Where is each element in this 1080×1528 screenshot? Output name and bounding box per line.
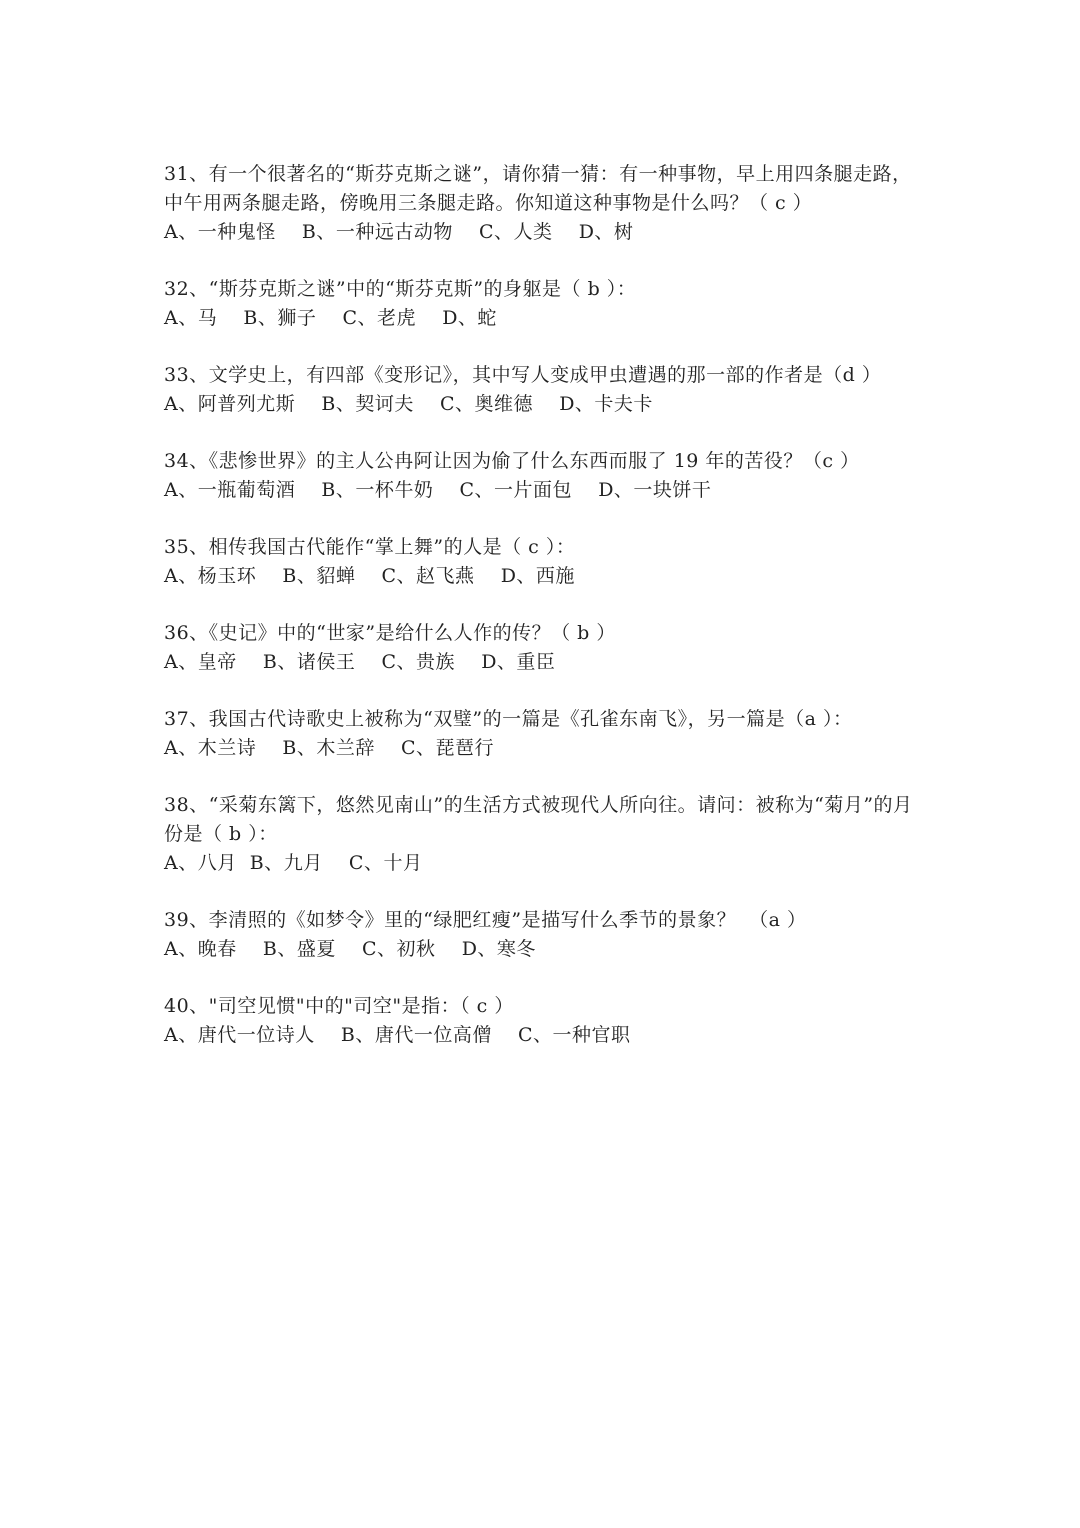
question-list	[164, 160, 924, 1078]
question-options: A、杨玉环 B、貂蝉 C、赵飞燕 D、西施	[164, 565, 575, 587]
question-39	[164, 906, 924, 964]
question-stem: 38、“采菊东篱下，悠然见南山”的生活方式被现代人所向往。请问：被称为“菊月”的月份是（ b ）：	[164, 794, 913, 845]
question-stem: 37、我国古代诗歌史上被称为“双璧”的一篇是《孔雀东南飞》，另一篇是（a ）：	[164, 708, 853, 730]
question-31	[164, 160, 924, 247]
question-33	[164, 361, 924, 419]
question-40	[164, 992, 924, 1050]
question-stem: 32、“斯芬克斯之谜”中的“斯芬克斯”的身躯是（ b ）：	[164, 278, 637, 300]
question-stem: 34、《悲惨世界》的主人公冉阿让因为偷了什么东西而服了 19 年的苦役？（c ）	[164, 450, 860, 472]
question-stem: 40、"司空见惯"中的"司空"是指：（ c ）	[164, 995, 514, 1017]
question-37	[164, 705, 924, 763]
question-stem: 36、《史记》中的“世家”是给什么人作的传？（ b ）	[164, 622, 616, 644]
question-32	[164, 275, 924, 333]
question-options: A、阿普列尤斯 B、契诃夫 C、奥维德 D、卡夫卡	[164, 393, 653, 415]
question-stem: 31、有一个很著名的“斯芬克斯之谜”，请你猜一猜：有一种事物，早上用四条腿走路，中午用两条腿走路，傍晚用三条腿走路。你知道这种事物是什么吗？（ c ）	[164, 163, 912, 214]
question-options: A、一种鬼怪 B、一种远古动物 C、人类 D、树	[164, 221, 634, 243]
question-options: A、八月 B、九月 C、十月	[164, 852, 423, 874]
question-stem: 39、李清照的《如梦令》里的“绿肥红瘦”是描写什么季节的景象？ （a ）	[164, 909, 807, 931]
question-36	[164, 619, 924, 677]
question-options: A、晚春 B、盛夏 C、初秋 D、寒冬	[164, 938, 536, 960]
question-options: A、皇帝 B、诸侯王 C、贵族 D、重臣	[164, 651, 556, 673]
question-34	[164, 447, 924, 505]
question-stem: 35、相传我国古代能作“掌上舞”的人是（ c ）：	[164, 536, 576, 558]
question-38	[164, 791, 924, 878]
question-options: A、一瓶葡萄酒 B、一杯牛奶 C、一片面包 D、一块饼干	[164, 479, 712, 501]
question-options: A、唐代一位诗人 B、唐代一位高僧 C、一种官职	[164, 1024, 631, 1046]
question-stem: 33、文学史上，有四部《变形记》，其中写人变成甲虫遭遇的那一部的作者是（d ）	[164, 364, 882, 386]
question-options: A、马 B、狮子 C、老虎 D、蛇	[164, 307, 497, 329]
question-options: A、木兰诗 B、木兰辞 C、琵琶行	[164, 737, 495, 759]
question-35	[164, 533, 924, 591]
